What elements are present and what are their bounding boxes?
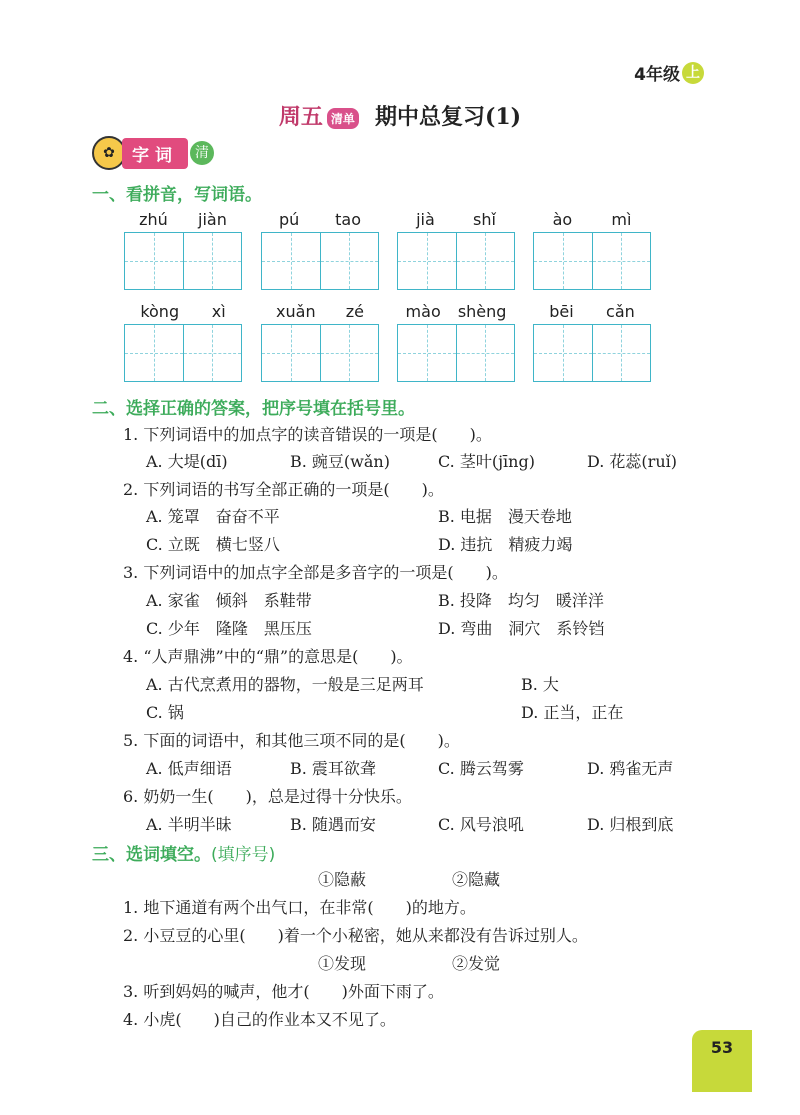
option-b[interactable]: B. 震耳欲聋 xyxy=(290,759,376,778)
option-b[interactable]: B. 大 xyxy=(521,675,559,694)
option-a[interactable]: A. 半明半昧 xyxy=(146,815,232,834)
option-d[interactable]: D. 弯曲 洞穴 系铃铛 xyxy=(438,619,605,638)
question-2: 2. 下列词语的书写全部正确的一项是( )。 xyxy=(123,480,444,499)
pinyin: jià xyxy=(416,210,435,229)
option-c[interactable]: C. 少年 隆隆 黑压压 xyxy=(146,619,312,638)
pinyin: xì xyxy=(211,302,226,321)
section3-heading xyxy=(92,840,275,865)
writing-grid[interactable] xyxy=(533,232,651,290)
question-1: 1. 下列词语中的加点字的读音错误的一项是( )。 xyxy=(123,425,492,444)
pinyin: bēi xyxy=(549,302,574,321)
option-a[interactable]: A. 古代烹煮用的器物，一般是三足两耳 xyxy=(146,675,424,694)
grade-badge: 上 xyxy=(682,62,704,84)
pinyin: shèng xyxy=(457,302,507,321)
pinyin: tao xyxy=(335,210,362,229)
writing-grid[interactable] xyxy=(124,232,242,290)
title-tag: 清单 xyxy=(327,108,359,129)
writing-grid[interactable] xyxy=(397,232,515,290)
option-d[interactable]: D. 正当，正在 xyxy=(521,703,624,722)
word-box xyxy=(261,210,379,290)
fill-sentence-3: 3. 听到妈妈的喊声，他才( )外面下雨了。 xyxy=(123,982,444,1001)
pinyin: zhú xyxy=(139,210,168,229)
page-number: 53 xyxy=(692,1030,752,1092)
option-b[interactable]: B. 投降 均匀 暖洋洋 xyxy=(438,591,604,610)
option-b[interactable]: B. 电据 漫天卷地 xyxy=(438,507,572,526)
question-6: 6. 奶奶一生( )，总是过得十分快乐。 xyxy=(123,787,412,806)
bee-icon: ✿ xyxy=(92,136,126,170)
fill-sentence-1: 1. 地下通道有两个出气口，在非常( )的地方。 xyxy=(123,898,476,917)
option-b[interactable]: B. 豌豆(wǎn) xyxy=(290,452,390,471)
pinyin: jiàn xyxy=(198,210,227,229)
question-5: 5. 下面的词语中，和其他三项不同的是( )。 xyxy=(123,731,460,750)
writing-grid[interactable] xyxy=(261,232,379,290)
banner-badge: 清 xyxy=(190,141,214,165)
option-d[interactable]: D. 归根到底 xyxy=(587,815,674,834)
word-box xyxy=(533,302,651,382)
word-box xyxy=(124,302,242,382)
word-choice-2: ②隐藏 xyxy=(452,870,501,889)
option-a[interactable]: A. 笼罩 奋奋不平 xyxy=(146,507,280,526)
word-box xyxy=(124,210,242,290)
word-box xyxy=(397,210,515,290)
title-text: 期中总复习(1) xyxy=(374,104,522,130)
word-box xyxy=(533,210,651,290)
section3-note: (填序号) xyxy=(211,845,276,865)
option-c[interactable]: C. 茎叶(jīng) xyxy=(438,452,535,471)
writing-grid[interactable] xyxy=(261,324,379,382)
option-c[interactable]: C. 立既 横七竖八 xyxy=(146,535,280,554)
word-choice-1: ①发现 xyxy=(318,954,367,973)
fill-sentence-4: 4. 小虎( )自己的作业本又不见了。 xyxy=(123,1010,396,1029)
word-choice-1: ①隐蔽 xyxy=(318,870,367,889)
option-a[interactable]: A. 家雀 倾斜 系鞋带 xyxy=(146,591,312,610)
section2-heading: 二、选择正确的答案，把序号填在括号里。 xyxy=(92,399,415,419)
section1-heading: 一、看拼音，写词语。 xyxy=(92,185,262,205)
option-d[interactable]: D. 鸦雀无声 xyxy=(587,759,674,778)
grade-label xyxy=(634,60,704,85)
writing-grid[interactable] xyxy=(397,324,515,382)
pinyin: mì xyxy=(611,210,632,229)
question-3: 3. 下列词语中的加点字全部是多音字的一项是( )。 xyxy=(123,563,508,582)
pinyin: cǎn xyxy=(606,302,635,321)
title-day: 周五 xyxy=(278,105,323,130)
question-4: 4. “人声鼎沸”中的“鼎”的意思是( )。 xyxy=(123,647,413,666)
pinyin: kòng xyxy=(140,302,180,321)
word-box xyxy=(397,302,515,382)
pinyin: zé xyxy=(345,302,364,321)
section3-title: 三、选词填空。 xyxy=(92,845,211,865)
writing-grid[interactable] xyxy=(124,324,242,382)
word-choice-2: ②发觉 xyxy=(452,954,501,973)
pinyin: mào xyxy=(405,302,441,321)
pinyin: xuǎn xyxy=(276,302,316,321)
option-c[interactable]: C. 风号浪吼 xyxy=(438,815,524,834)
option-b[interactable]: B. 随遇而安 xyxy=(290,815,376,834)
option-a[interactable]: A. 大堤(dī) xyxy=(146,452,228,471)
fill-sentence-2: 2. 小豆豆的心里( )着一个小秘密，她从来都没有告诉过别人。 xyxy=(123,926,588,945)
option-c[interactable]: C. 腾云驾雾 xyxy=(438,759,524,778)
grade-text: 4年级 xyxy=(634,65,680,85)
option-a[interactable]: A. 低声细语 xyxy=(146,759,232,778)
option-d[interactable]: D. 违抗 精疲力竭 xyxy=(438,535,573,554)
pinyin: pú xyxy=(278,210,300,229)
pinyin: shǐ xyxy=(472,210,496,229)
banner-label: 字词 xyxy=(122,138,188,169)
writing-grid[interactable] xyxy=(533,324,651,382)
section-banner xyxy=(92,136,214,170)
pinyin: ào xyxy=(552,210,573,229)
option-d[interactable]: D. 花蕊(ruǐ) xyxy=(587,452,677,471)
option-c[interactable]: C. 锅 xyxy=(146,703,184,722)
page-title xyxy=(0,100,800,131)
word-box xyxy=(261,302,379,382)
